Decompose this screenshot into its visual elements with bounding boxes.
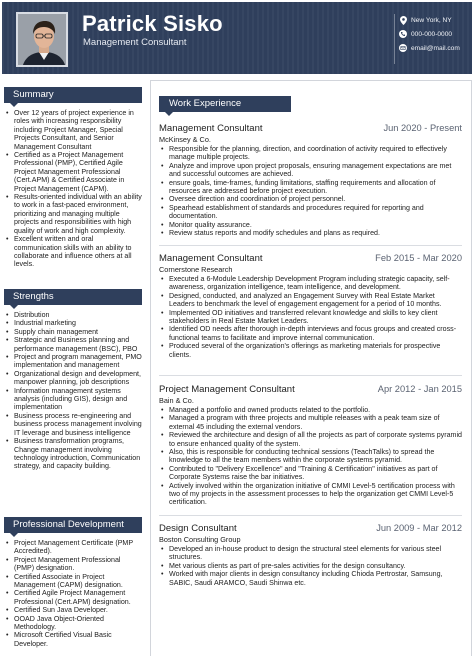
list-item: • Spearhead establishment of standards and procedures required for reporting and documentation.	[159, 204, 462, 221]
location-pin-icon	[398, 16, 408, 25]
job-position: Management Consultant	[159, 123, 263, 134]
list-item: • Over 12 years of project experience in roles with increasing responsibility including Project Manager, Special Projects Consultant, and Senior Management Consultant	[4, 109, 142, 151]
list-item: • Supply chain management	[4, 328, 142, 336]
job-position: Project Management Consultant	[159, 384, 295, 395]
job-company: Boston Consulting Group	[159, 535, 241, 544]
job-divider	[159, 245, 462, 246]
job-dates: Apr 2012 - Jan 2015	[377, 384, 462, 394]
strengths-heading: Strengths	[4, 289, 142, 305]
contact-phone-text: 000-000-0000	[411, 30, 453, 38]
contact-phone	[398, 27, 460, 41]
list-item: • Excellent written and oral communication skills with an ability to collaborate and influence others at all levels.	[4, 235, 142, 269]
list-item: • Actively involved within the organization initiative of CMMI Level-5 certification process with two of my projects in the assessment processes to help the organization get CMMI Level-5 certification.	[159, 482, 462, 507]
list-item: • Business transformation programs, Change management involving technology introduction, Communication strategy, and capacity building.	[4, 437, 142, 471]
list-item: • Developed an in-house product to design the structural steel elements for various steel structures.	[159, 545, 462, 562]
job-duties	[159, 145, 462, 237]
list-item: • Reviewed the architecture and design of all the projects as part of corporate systems pyramid to ensure enhanced quality of the system.	[159, 431, 462, 448]
candidate-name: Patrick Sisko	[82, 11, 223, 36]
list-item: • Microsoft Certified Visual Basic Developer.	[4, 631, 142, 648]
list-item: • Managed a program with three projects and multiple releases with a peak team size of external 45 including the external vendors.	[159, 414, 462, 431]
job-position: Management Consultant	[159, 253, 263, 264]
profile-photo	[16, 12, 68, 67]
summary-heading: Summary	[4, 87, 142, 103]
work-experience-heading: Work Experience	[159, 96, 291, 112]
resume-header	[2, 2, 472, 74]
contact-email-text[interactable]: email@mail.com	[411, 44, 460, 52]
list-item: • Contributed to "Delivery Excellence" and "Training & Certification" initiatives as part of Corporate Systems raise the bar initiatives.	[159, 465, 462, 482]
list-item: • OOAD Java Object-Oriented Methodology.	[4, 615, 142, 632]
work-experience-panel	[150, 80, 472, 656]
job-company: McKinsey & Co.	[159, 135, 211, 144]
contact-location-text: New York, NY	[411, 16, 452, 24]
list-item: • Worked with major clients in design consultancy including Chioda Pertrostar, Samsung, SABIC, Saudi ARAMCO, Saudi Shinwa etc.	[159, 570, 462, 587]
list-item: • Executed a 6-Module Leadership Development Program including strategic capacity, self-awareness, organization intelligence, team intelligence, and development.	[159, 275, 462, 292]
job-entry	[159, 123, 462, 237]
job-company: Cornerstone Research	[159, 265, 233, 274]
list-item: • Information management systems analysis (including GIS), design and implementation	[4, 387, 142, 412]
job-dates: Jun 2020 - Present	[383, 123, 462, 133]
list-item: • Industrial marketing	[4, 319, 142, 327]
list-item: • Project Management Professional (PMP) designation.	[4, 556, 142, 573]
job-dates: Feb 2015 - Mar 2020	[375, 253, 462, 263]
strengths-section	[4, 289, 142, 471]
job-company: Bain & Co.	[159, 396, 194, 405]
list-item: • Project Management Certificate (PMP Accredited).	[4, 539, 142, 556]
list-item: • Certified Agile Project Management Professional (Cert.APM) designation.	[4, 589, 142, 606]
list-item: • Certified as a Project Management Professional (PMP), Certified Agile Project Management Professional (Cert.APM) & Certified Associate in Project Management (CAPM).	[4, 151, 142, 193]
header-divider	[394, 14, 395, 64]
list-item: • Results-oriented individual with an ability to work in a fast-paced environment, prioritizing and managing multiple projects and responsibilities with high quality of work and high complexity.	[4, 193, 142, 235]
phone-icon	[398, 30, 408, 38]
portrait-icon	[18, 14, 68, 67]
list-item: • Designed, conducted, and analyzed an Engagement Survey with Real Estate Market Leaders to benchmark the level of engagement engagement for a period of 10 months.	[159, 292, 462, 309]
list-item: • Implemented OD initiatives and transferred relevant knowledge and skills to key client stakeholders in Real Estate Market Leaders.	[159, 309, 462, 326]
list-item: • Project and program management, PMO implementation and management	[4, 353, 142, 370]
contact-list	[398, 13, 460, 55]
list-item: • Identified OD needs after thorough in-depth interviews and focus groups and created cross-functional teams to facilitate and improve internal communication.	[159, 325, 462, 342]
list-item: • Strategic and Business planning and performance management (BSC), PBO	[4, 336, 142, 353]
list-item: • Managed a portfolio and owned products related to the portfolio.	[159, 406, 462, 414]
list-item: • Met various clients as part of pre-sales activities for the design consultancy.	[159, 562, 462, 570]
list-item: • Business process re-engineering and business process management involving IT leverage and business intelligence	[4, 412, 142, 437]
list-item: • Certified Associate in Project Management (CAPM) designation.	[4, 573, 142, 590]
list-item: • Also, this is responsible for conducting technical sessions (TeachTalks) to spread the knowledge to all the team members within the corporate systems pyramid.	[159, 448, 462, 465]
job-position: Design Consultant	[159, 523, 237, 534]
sidebar	[4, 80, 142, 648]
job-duties	[159, 406, 462, 507]
summary-list	[4, 109, 142, 269]
list-item: • ensure goals, time-frames, funding limitations, staffing requirements and allocation of resources are addressed before project execution.	[159, 179, 462, 196]
email-icon	[398, 44, 408, 52]
professional-development-section	[4, 517, 142, 648]
job-entry	[159, 253, 462, 359]
job-duties	[159, 545, 462, 587]
list-item: • Organizational design and development, manpower planning, job descriptions	[4, 370, 142, 387]
job-divider	[159, 515, 462, 516]
job-divider	[159, 375, 462, 376]
list-item: • Produced several of the organization's offerings as marketing materials for prospective clients.	[159, 342, 462, 359]
job-entry	[159, 384, 462, 507]
list-item: • Distribution	[4, 311, 142, 319]
contact-location	[398, 13, 460, 27]
job-duties	[159, 275, 462, 359]
job-entry	[159, 523, 462, 587]
professional-development-list	[4, 539, 142, 648]
list-item: • Oversee direction and coordination of project personnel.	[159, 195, 462, 203]
contact-email[interactable]	[398, 41, 460, 55]
list-item: • Analyze and improve upon project proposals, ensuring management expectations are met and successful outcomes are achieved.	[159, 162, 462, 179]
list-item: • Responsible for the planning, direction, and coordination of activity required to effectively manage multiple projects.	[159, 145, 462, 162]
list-item: • Monitor quality assurance.	[159, 221, 462, 229]
summary-section	[4, 87, 142, 269]
list-item: • Certified Sun Java Developer.	[4, 606, 142, 614]
job-title: Management Consultant	[83, 37, 187, 48]
list-item: • Review status reports and modify schedules and plans as required.	[159, 229, 462, 237]
job-dates: Jun 2009 - Mar 2012	[376, 523, 462, 533]
strengths-list	[4, 311, 142, 471]
professional-development-heading: Professional Development	[4, 517, 142, 533]
